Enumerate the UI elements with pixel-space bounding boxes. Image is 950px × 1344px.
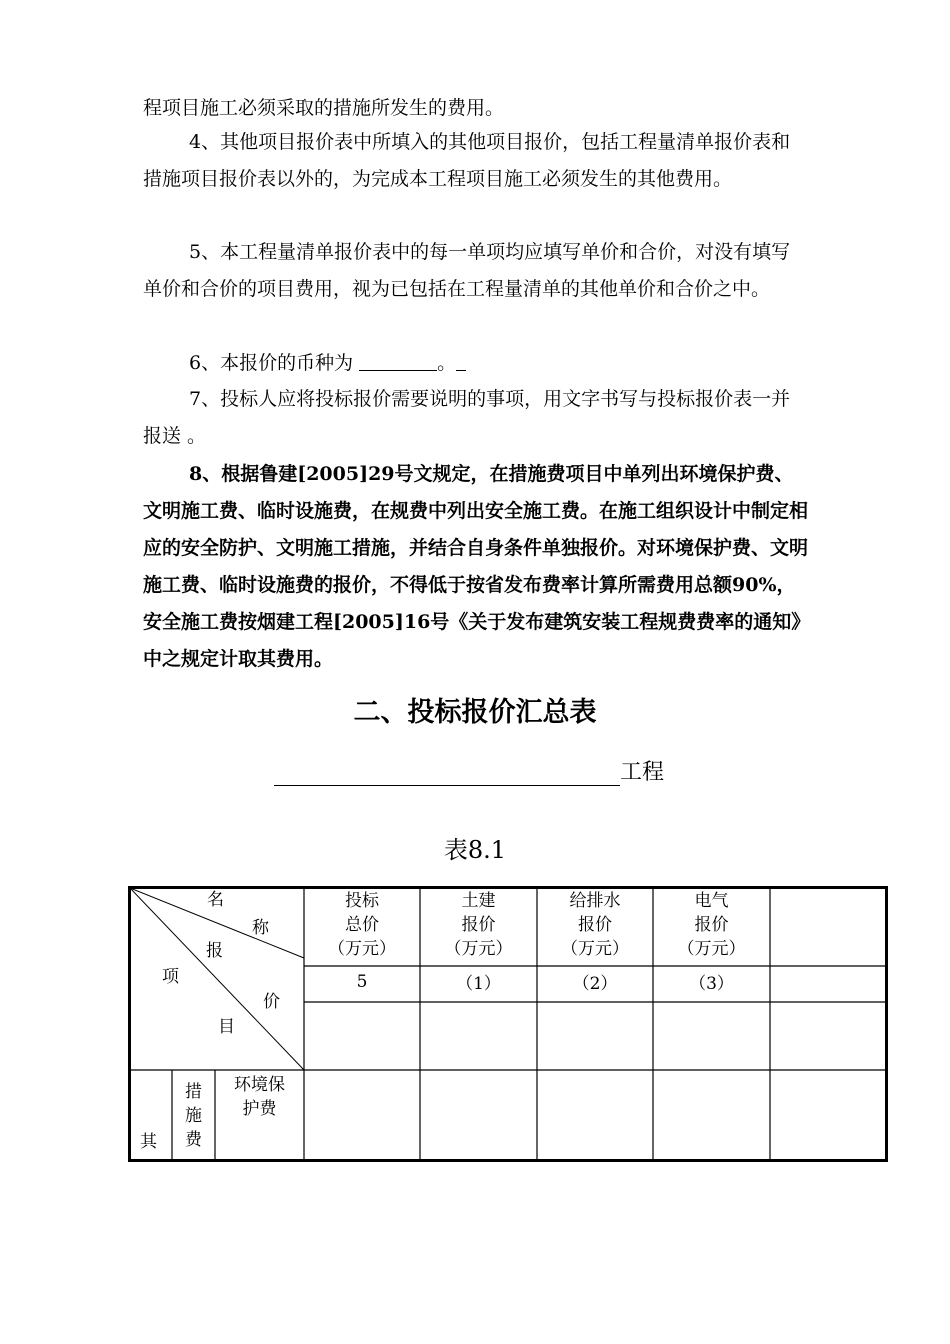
project-suffix: 工程 — [620, 760, 665, 785]
paragraph-item-5: 5、本工程量清单报价表中的每一单项均应填写单价和合价，对没有填写单价和合价的项目费用，视为已包括在工程量清单的其他单价和合价之中。 — [143, 241, 791, 300]
col-code-plumbing: （2） — [572, 974, 618, 994]
col-header-plumbing: 给排水 报价 （万元） — [561, 891, 629, 959]
summary-table — [128, 886, 888, 1162]
item-6-text: 6、本报价的币种为 — [189, 352, 354, 374]
paragraph-item-7: 7、投标人应将投标报价需要说明的事项，用文字书写与投标报价表一并报送 。 — [143, 388, 791, 447]
row-label-qi: 其 — [140, 1132, 157, 1152]
corner-bao: 报 — [206, 941, 223, 961]
paragraph-item-4: 4、其他项目报价表中所填入的其他项目报价，包括工程量清单报价表和措施项目报价表以外的，为完成本工程项目施工必须发生的其他费用。 — [143, 131, 791, 190]
currency-tail-blank — [456, 350, 466, 371]
corner-ming: 名 — [207, 890, 224, 910]
paragraph-item-8: 8、根据鲁建[2005]29号文规定，在措施费项目中单列出环境保护费、文明施工费、临时设施费，在规费中列出安全施工费。在施工组织设计中制定相应的安全防护、文明施工措施，并结合自身条件单独报价。对环境保护费、文明施工费、临时设施费的报价，不得低于按省发布费率计算所需费用总额90%，安全施工费按烟建工程[2005]16号《关于发布建筑安装工程规费费率的通知》中之规定计取其费用。 — [143, 463, 809, 670]
corner-xiang: 项 — [162, 967, 179, 987]
currency-blank[interactable] — [359, 350, 437, 371]
col-header-civil: 土建 报价 （万元） — [444, 891, 513, 959]
col-header-total: 投标 总价 （万元） — [328, 891, 396, 959]
col-header-electrical: 电气 报价 （万元） — [677, 891, 746, 959]
table-number: 表8.1 — [443, 836, 507, 864]
col-code-electrical: （3） — [689, 974, 734, 994]
item-6-period: 。 — [437, 352, 457, 374]
paragraph-item-6 — [143, 345, 808, 382]
row-label-cuoshifei: 措 施 费 — [185, 1082, 202, 1150]
paragraph-continuation: 程项目施工必须采取的措施所发生的费用。 — [143, 97, 505, 119]
col-code-total: 5 — [356, 972, 368, 992]
col-code-civil: （1） — [456, 974, 501, 994]
corner-jia: 价 — [263, 992, 280, 1012]
project-name-line — [274, 755, 664, 789]
project-name-blank[interactable] — [274, 755, 620, 786]
section-heading: 二、投标报价汇总表 — [353, 697, 597, 728]
row-label-huanjing: 环境保 护费 — [234, 1075, 285, 1119]
corner-mu: 目 — [218, 1017, 235, 1037]
corner-cheng: 称 — [252, 918, 269, 938]
